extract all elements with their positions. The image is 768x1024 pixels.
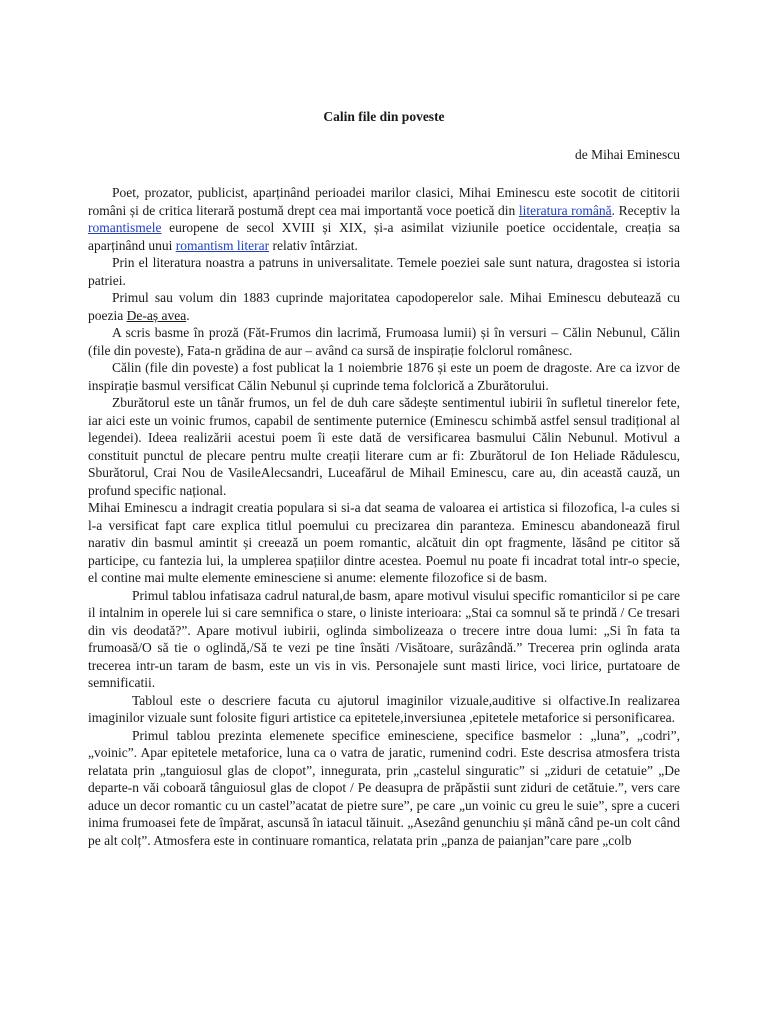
link-literatura-romana[interactable]: literatura română (518, 202, 612, 218)
paragraph-universalitate: Prin el literatura noastra a patruns in universalitate. Temele poeziei sale sunt natura, dragostea si istoria patriei. (88, 255, 680, 288)
paragraph-tabloul-descriere: Tabloul este o descriere facuta cu ajutorul imaginilor vizuale,auditive si olfactive.In realizarea imaginilor vizuale sunt folosite figuri artistice ca epitetele,inversiunea ,epitetele metaforice si personificarea. (88, 692, 680, 725)
document-title: Calin file din poveste (323, 109, 445, 124)
paragraph-text: Primul sau volum din 1883 cuprinde majoritatea capodoperelor sale. Mihai Eminescu debutează cu poezia (88, 290, 680, 323)
paragraph-text: Poet, prozator, publicist, aparținând perioadei marilor clasici, Mihai Eminescu este socotit de cititorii români și de critica literară postumă drept cea mai importantă voce poetică din (88, 185, 680, 218)
paragraph-calin-publicat: Călin (file din poveste) a fost publicat la 1 noiembrie 1876 și este un poem de dragoste. Are ca izvor de inspirație basmul versificat Călin Nebunul și cuprinde tema folclorică a Zburătorului. (88, 360, 680, 393)
paragraph-text: europene de secol XVIII și XIX, și-a asimilat viziunile poetice occidentale, creația sa aparținând unui (88, 220, 680, 253)
paragraph-primul-volum (88, 289, 680, 324)
paragraph-creatia-populara: Mihai Eminescu a indragit creatia populara si si-a dat seama de valoarea ei artistica si filozofica, l-a cules si l-a versificat fapt care explica titlul poemului cu precizarea din paranteza. Eminescu abandonează firul narativ din basmul amintit și creează un poem romantic, alcătuit din opt fragmente, lăsând pe cititor să participe, cu fantezia lui, la umplerea spațiilor dintre acestea. Poemul nu poate fi incadrat total intr-o specie, el contine mai multe elemente eminesciene si anume: elemente filozofice si de basm. (88, 500, 680, 585)
paragraph-elemente-eminesciene: Primul tablou prezinta elemenete specifice eminesciene, specifice basmelor : „luna”, „codri”, „voinic”. Apar epitetele metaforice, luna ca o vatra de jaratic, rumenind codri. Este descrisa atmosfera trista relatata prin „tanguiosul glas de clopot”, innegurata, prin „castelul singuratic” si „ziduri de cetatuie” „De departe-n văi coboară tânguiosul glas de clopot / Pe deasupra de prăpăstii sunt ziduri de cetătuie.”, vers care aduce un decor romantic cu un castel”acatat de pietre sure”, pe care „un voinic cu greu le suie”, spre a cuceri inima frumoasei fete de împărat, ascunsă în iatacul tăinuit. „Asezând genunchiu și mână când pe-un colt când pe alt colț”. Atmosfera este in continuare romantica, relatata prin „panza de paianjan”care pare „colb (88, 727, 680, 848)
paragraph-zburatorul: Zburătorul este un tânăr frumos, un fel de duh care sădește sentimentul iubirii în sufletul tinerelor fete, iar aici este un voinic frumos, capabil de sentimente puternice (Eminescu schimbă astfel sensul tradițional al legendei). Ideea realizării acestui poem îi este dată de versificarea basmului Călin Nebunul. Motivul a constituit punctul de plecare pentru multe creații literare cum ar fi: Zburătorul de Ion Heliade Rădulescu, Sburătorul, Crai Nou de VasileAlecsandri, Luceafărul de Mihail Eminescu, care au, din această cauză, un profund specific național. (88, 395, 680, 498)
document-author: de Mihai Eminescu (575, 147, 680, 162)
paragraph-text: . (186, 307, 190, 323)
paragraph-primul-tablou: Primul tablou infatisaza cadrul natural,de basm, apare motivul visului specific romanticilor si pe care il intalnim in operele lui si care semnifica o stare, o liniste interioara: „Stai ca somnul să te prindă / Ce tresari din vis deodată?”. Apare motivul iubirii, oglinda simbolizeaza o trecere intre doua lumi: „Si în fata ta frumoasă/O să tie o oglindă,/Să te vezi pe tine însăti /Visătoare, surâzândă.” Trecerea prin oglinda arata trecerea intr-un taram de basm, este un vis in vis. Personajele sunt masti lirice, voci lirice, purtatoare de semnificatii. (88, 587, 680, 690)
paragraph-intro (88, 184, 680, 254)
paragraph-text: . Receptiv la (611, 202, 681, 218)
link-romantism-literar[interactable]: romantism literar (175, 237, 270, 253)
poem-title-de-as-avea: De-aș avea (126, 307, 187, 323)
link-romantismele[interactable]: romantismele (88, 220, 162, 235)
paragraph-text: relativ întârziat. (269, 237, 358, 253)
paragraph-basme: A scris basme în proză (Făt-Frumos din lacrimă, Frumoasa lumii) și în versuri – Călin Nebunul, Călin (file din poveste), Fata-n grădina de aur – având ca sursă de inspirație folclorul românesc. (88, 325, 680, 358)
